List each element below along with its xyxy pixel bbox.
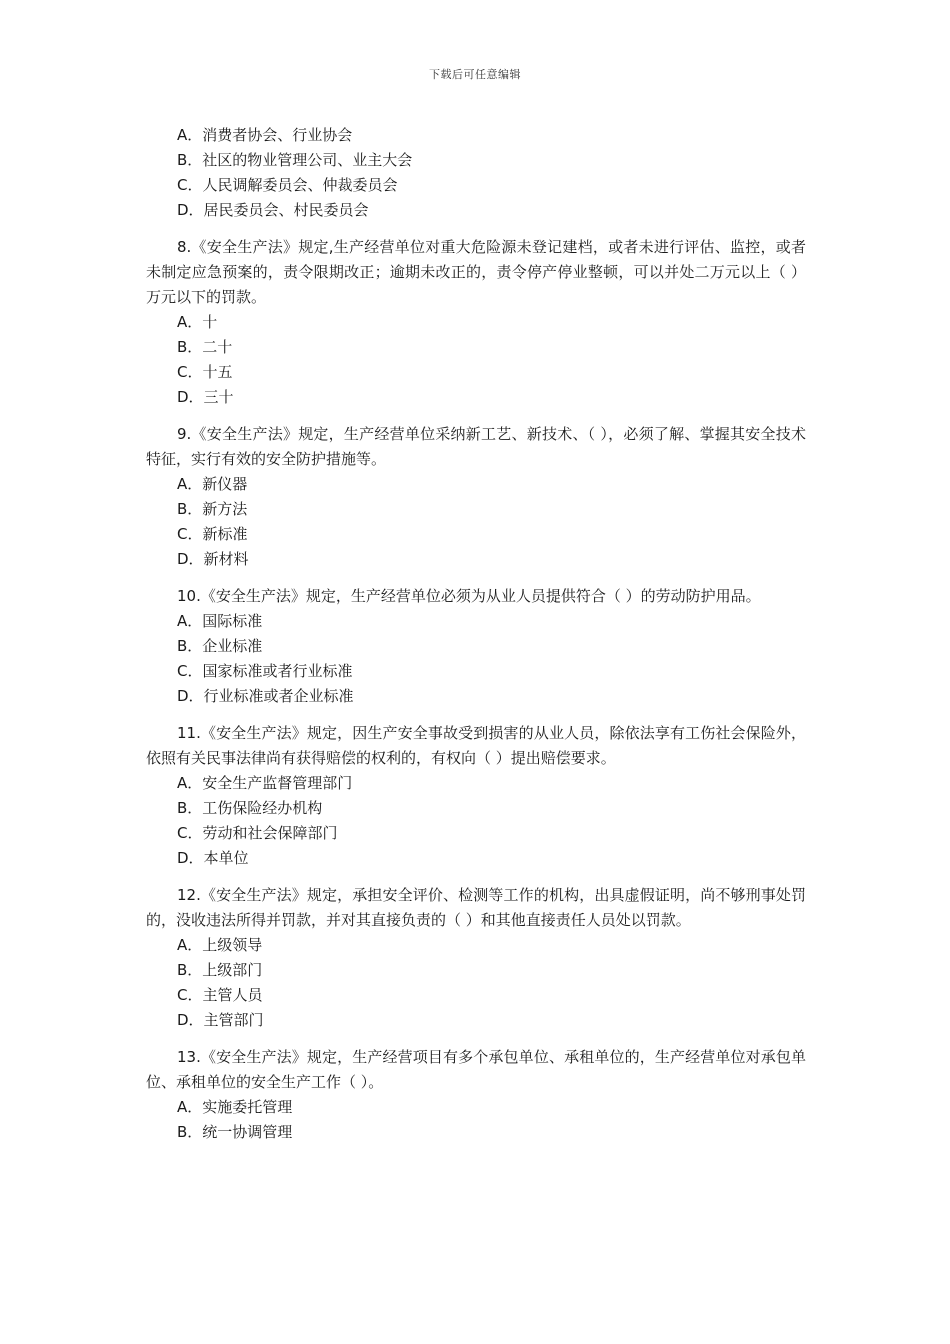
option-b: B．上级部门: [177, 961, 263, 979]
option-b: B．社区的物业管理公司、业主大会: [177, 151, 413, 169]
option-a: A．安全生产监督管理部门: [177, 774, 353, 792]
option-c: C．主管人员: [177, 986, 263, 1004]
question-text: 8.《安全生产法》规定,生产经营单位对重大危险源未登记建档，或者未进行评估、监控，或者未制定应急预案的，责令限期改正；逾期未改正的，责令停产停业整顿，可以并处二万元以上（ ）万元以下的罚款。: [146, 238, 806, 306]
option-a: A．上级领导: [177, 936, 263, 954]
document-body: [146, 123, 806, 1145]
question-text: 13.《安全生产法》规定，生产经营项目有多个承包单位、承租单位的，生产经营单位对承包单位、承租单位的安全生产工作（ ）。: [146, 1048, 806, 1091]
question-text: 10.《安全生产法》规定，生产经营单位必须为从业人员提供符合（ ）的劳动防护用品。: [177, 587, 761, 605]
option-a: A．消费者协会、行业协会: [177, 126, 353, 144]
option-a: A．新仪器: [177, 475, 248, 493]
option-c: C．劳动和社会保障部门: [177, 824, 338, 842]
option-a: A．国际标准: [177, 612, 263, 630]
option-b: B．企业标准: [177, 637, 263, 655]
question-text: 11.《安全生产法》规定，因生产安全事故受到损害的从业人员，除依法享有工伤社会保险外，依照有关民事法律尚有获得赔偿的权利的，有权向（ ）提出赔偿要求。: [146, 724, 806, 767]
option-c: C．国家标准或者行业标准: [177, 662, 353, 680]
question-text: 12.《安全生产法》规定，承担安全评价、检测等工作的机构，出具虚假证明，尚不够刑事处罚的，没收违法所得并罚款，并对其直接负责的（ ）和其他直接责任人员处以罚款。: [146, 886, 806, 929]
option-d: D．新材料: [177, 550, 249, 568]
option-c: C．新标准: [177, 525, 248, 543]
option-b: B．统一协调管理: [177, 1123, 293, 1141]
option-c: C．十五: [177, 363, 233, 381]
question-text: 9.《安全生产法》规定，生产经营单位采纳新工艺、新技术、（ ），必须了解、掌握其安全技术特征，实行有效的安全防护措施等。: [146, 425, 806, 468]
option-d: D．三十: [177, 388, 234, 406]
question-8: [146, 235, 806, 410]
question-10: [146, 584, 806, 709]
option-a: A．实施委托管理: [177, 1098, 293, 1116]
option-d: D．本单位: [177, 849, 249, 867]
option-d: D．居民委员会、村民委员会: [177, 201, 369, 219]
option-d: D．主管部门: [177, 1011, 264, 1029]
question-13: [146, 1045, 806, 1145]
option-a: A．十: [177, 313, 218, 331]
option-b: B．新方法: [177, 500, 248, 518]
question-9: [146, 422, 806, 572]
option-b: B．二十: [177, 338, 233, 356]
question-11: [146, 721, 806, 871]
page-header: 下载后可任意编辑: [429, 68, 521, 81]
option-c: C．人民调解委员会、仲裁委员会: [177, 176, 398, 194]
option-b: B．工伤保险经办机构: [177, 799, 323, 817]
question-12: [146, 883, 806, 1033]
option-d: D．行业标准或者企业标准: [177, 687, 354, 705]
prev-question-options: [146, 123, 806, 223]
